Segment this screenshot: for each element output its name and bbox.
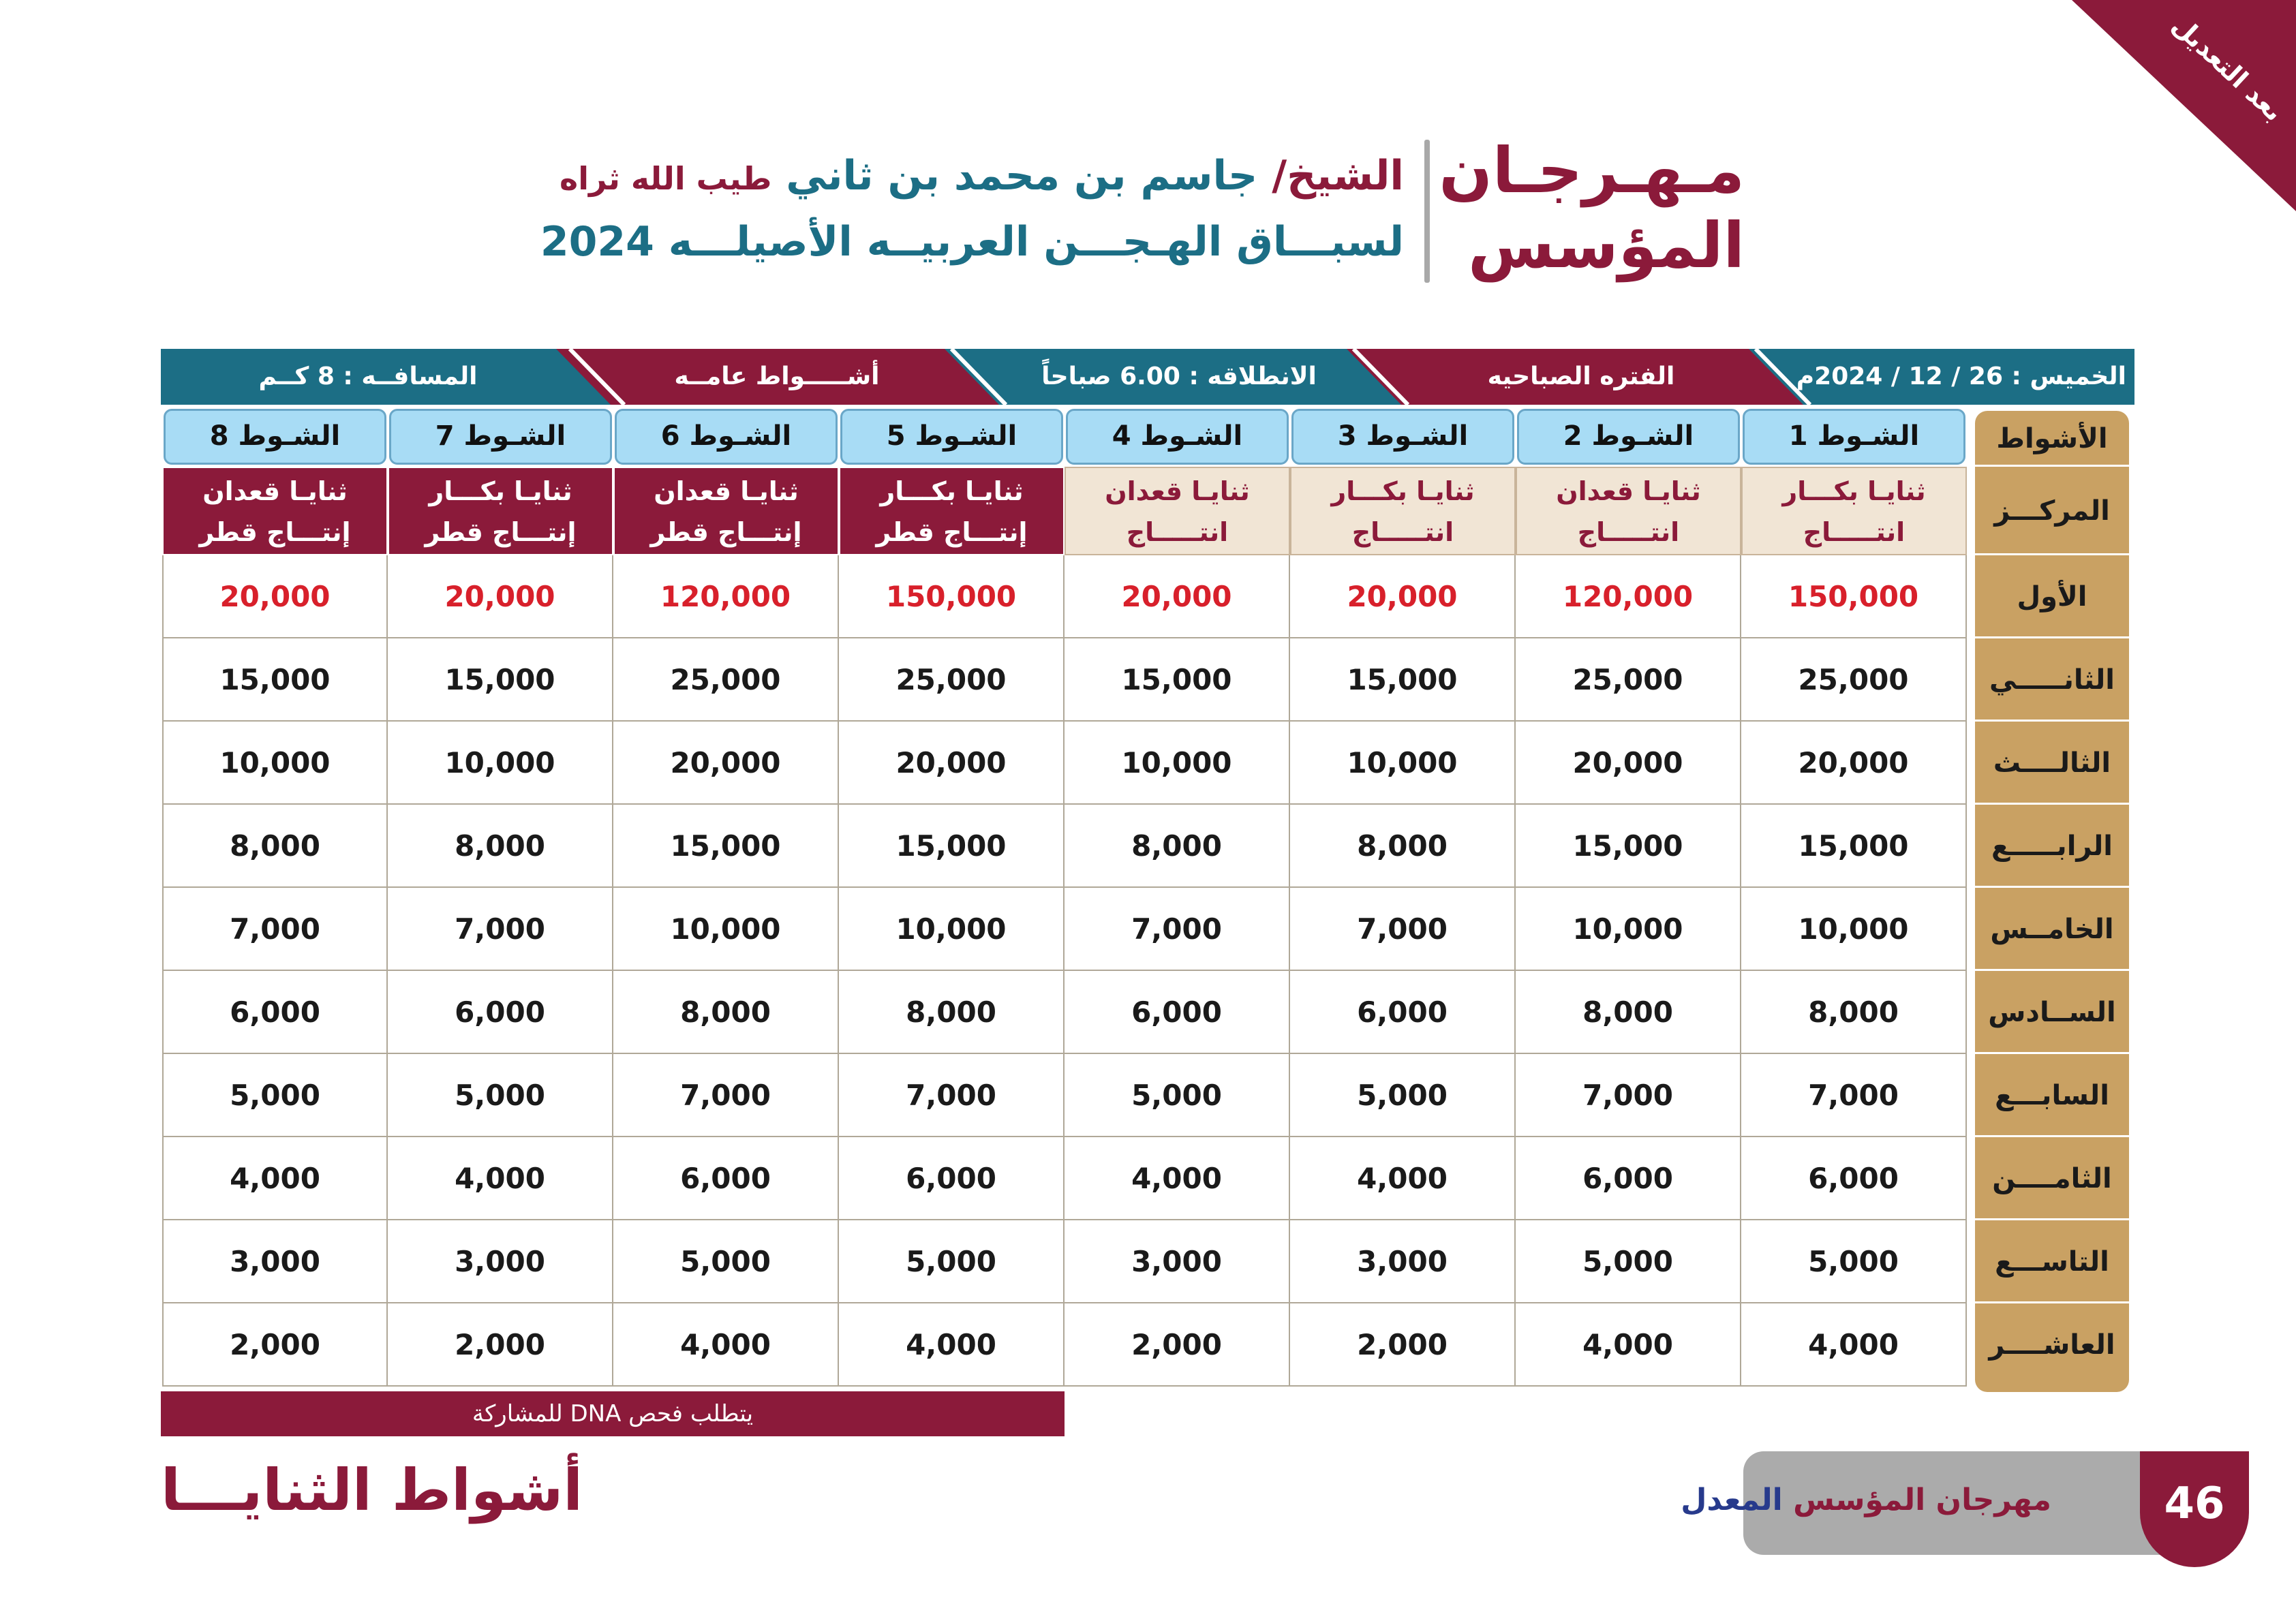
prize-value: 7,000 [839,1054,1065,1137]
prize-value: 7,000 [1290,888,1516,971]
prize-value: 4,000 [1741,1303,1967,1387]
dna-requirement-note: يتطلب فحص DNA للمشاركة [161,1391,1065,1436]
category-line1: ثنايـا قعدان [654,476,799,506]
prize-value: 150,000 [1741,555,1967,638]
prize-value: 7,000 [162,888,388,971]
category-line2: انتـــــاج [1351,517,1454,547]
prize-value: 3,000 [1290,1220,1516,1303]
prize-value: 7,000 [1065,888,1290,971]
prize-value: 6,000 [1065,971,1290,1054]
prize-value: 2,000 [1290,1303,1516,1387]
heat-header: الشـوط 3 [1291,409,1514,465]
heat-header: الشـوط 2 [1517,409,1740,465]
header-divider [1424,140,1430,283]
info-date: الخميس : 26 / 12 / 2024م [1796,362,2126,390]
rank-label: التاســـع [1975,1220,2129,1303]
prize-value: 6,000 [162,971,388,1054]
rank-label: الثامــــن [1975,1137,2129,1220]
heat-category [613,467,839,555]
category-line2: انتـــــاج [1126,517,1229,547]
prize-value: 8,000 [162,805,388,888]
festival-title-line2: المؤسس [1468,209,1745,282]
rank-label: الرابـــــع [1975,805,2129,888]
prize-value: 20,000 [839,722,1065,805]
prize-value: 5,000 [1516,1220,1741,1303]
info-start: الانطلاقه : 6.00 صباحاً [1041,362,1317,390]
category-line1: ثنايـا بكـــار [880,476,1024,506]
category-line2: إنتـــاج قطر [650,517,802,547]
prize-value: 15,000 [1516,805,1741,888]
rank-label: السابـــع [1975,1054,2129,1137]
prize-value: 4,000 [839,1303,1065,1387]
prize-value: 5,000 [1290,1054,1516,1137]
prize-value: 4,000 [162,1137,388,1220]
label-heats: الأشواط [1975,411,2129,467]
prize-value: 2,000 [1065,1303,1290,1387]
heat-category [1290,467,1516,555]
prize-value: 7,000 [1516,1054,1741,1137]
prize-value: 6,000 [1290,971,1516,1054]
prize-value: 15,000 [1290,638,1516,722]
prize-value: 15,000 [613,805,839,888]
prize-value: 2,000 [388,1303,613,1387]
prize-value: 10,000 [839,888,1065,971]
heat-header: الشـوط 1 [1743,409,1965,465]
prize-value: 25,000 [1741,638,1967,722]
prize-value: 15,000 [162,638,388,722]
rank-label: الســادس [1975,971,2129,1054]
prize-value: 3,000 [162,1220,388,1303]
prize-value: 3,000 [388,1220,613,1303]
prize-value: 8,000 [388,805,613,888]
prize-value: 6,000 [613,1137,839,1220]
category-line1: ثنايـا قعدان [1556,476,1701,506]
prize-value: 6,000 [1516,1137,1741,1220]
prize-value: 120,000 [613,555,839,638]
rank-label: العاشــــر [1989,1329,2115,1361]
sheikh-line [518,152,1404,200]
footer-festival-name [1681,1483,2051,1517]
prize-value: 15,000 [1741,805,1967,888]
heat-header: الشـوط 7 [389,409,612,465]
category-line1: ثنايـا قعدان [202,476,348,506]
prize-value: 8,000 [1065,805,1290,888]
heat-header: الشـوط 6 [615,409,838,465]
prize-value: 20,000 [613,722,839,805]
prize-value: 7,000 [1741,1054,1967,1137]
sheikh-name: جاسم بن محمد بن ثاني [786,152,1258,200]
prize-value: 7,000 [613,1054,839,1137]
heat-category [1516,467,1741,555]
prize-value: 10,000 [1516,888,1741,971]
category-line1: ثنايـا بكـــار [429,476,572,506]
prize-value: 25,000 [1516,638,1741,722]
category-line2: انتـــــاج [1577,517,1680,547]
prize-value: 6,000 [839,1137,1065,1220]
prize-value: 4,000 [1065,1137,1290,1220]
prize-value: 10,000 [388,722,613,805]
prize-value: 10,000 [1741,888,1967,971]
category-line1: ثنايـا بكـــار [1331,476,1475,506]
heat-header: الشـوط 8 [164,409,386,465]
prize-value: 4,000 [1290,1137,1516,1220]
prize-value: 3,000 [1065,1220,1290,1303]
prize-value: 6,000 [1741,1137,1967,1220]
heat-category [162,467,388,555]
race-title: لسبـــاق الهـجـــن العربيــه الأصيلـــه 2024 [540,218,1404,266]
prize-value: 5,000 [1741,1220,1967,1303]
sheikh-suffix: طيب الله ثراه [560,160,772,197]
prize-value: 8,000 [1741,971,1967,1054]
prize-value: 15,000 [839,805,1065,888]
prize-value: 4,000 [613,1303,839,1387]
prize-value: 10,000 [162,722,388,805]
prize-value: 20,000 [1741,722,1967,805]
prize-value: 10,000 [613,888,839,971]
info-period: الفتره الصباحيه [1487,362,1675,390]
prize-value: 20,000 [162,555,388,638]
prize-value: 5,000 [839,1220,1065,1303]
category-line2: إنتـــاج قطر [425,517,577,547]
heat-category [1065,467,1290,555]
prize-value: 20,000 [1516,722,1741,805]
rank-label: الثانـــــي [1975,638,2129,722]
prize-value: 25,000 [613,638,839,722]
prize-value: 150,000 [839,555,1065,638]
footer-festival-part2: المعدل [1681,1483,1783,1517]
festival-title-line1: مـهـرجـان [1439,134,1745,207]
prize-value: 15,000 [388,638,613,722]
heat-category [1741,467,1967,555]
category-line2: إنتـــاج قطر [876,517,1028,547]
corner-label: بعد التعديل [2166,10,2289,127]
info-distance: المسافــه : 8 كــم [258,362,478,390]
prize-value: 6,000 [388,971,613,1054]
info-heats-type: أشـــــواط عامــه [674,362,880,390]
prize-value: 25,000 [839,638,1065,722]
rank-label: الخامــس [1975,888,2129,971]
heat-category [388,467,613,555]
category-line2: انتـــــاج [1803,517,1905,547]
prize-value: 4,000 [1516,1303,1741,1387]
footer-festival-part1: مهرجان المؤسس [1793,1483,2051,1517]
label-category: المركـــز [1975,467,2129,555]
heat-category [839,467,1065,555]
prize-value: 7,000 [388,888,613,971]
corner-ribbon [2072,0,2296,211]
prize-value: 120,000 [1516,555,1741,638]
prize-value: 8,000 [1516,971,1741,1054]
prize-value: 20,000 [388,555,613,638]
section-title: أشواط الثنايـــا [161,1457,583,1524]
heat-header: الشـوط 5 [840,409,1063,465]
prize-value: 10,000 [1065,722,1290,805]
prize-value: 5,000 [162,1054,388,1137]
prize-value: 20,000 [1065,555,1290,638]
page-number: 46 [2164,1479,2225,1529]
prize-value: 8,000 [1290,805,1516,888]
prize-value: 8,000 [839,971,1065,1054]
rank-label: الأول [1975,555,2129,638]
sheikh-prefix: الشيخ/ [1272,152,1404,200]
prize-value: 2,000 [162,1303,388,1387]
prize-value: 4,000 [388,1137,613,1220]
category-line1: ثنايـا بكـــار [1782,476,1926,506]
prize-value: 8,000 [613,971,839,1054]
prize-value: 20,000 [1290,555,1516,638]
prize-value: 5,000 [388,1054,613,1137]
category-line2: إنتـــاج قطر [199,517,351,547]
prize-value: 5,000 [613,1220,839,1303]
prize-value: 5,000 [1065,1054,1290,1137]
category-line1: ثنايـا قعدان [1105,476,1250,506]
rank-label: الثالــــث [1975,722,2129,805]
heat-header: الشـوط 4 [1066,409,1289,465]
prize-value: 10,000 [1290,722,1516,805]
prize-value: 15,000 [1065,638,1290,722]
